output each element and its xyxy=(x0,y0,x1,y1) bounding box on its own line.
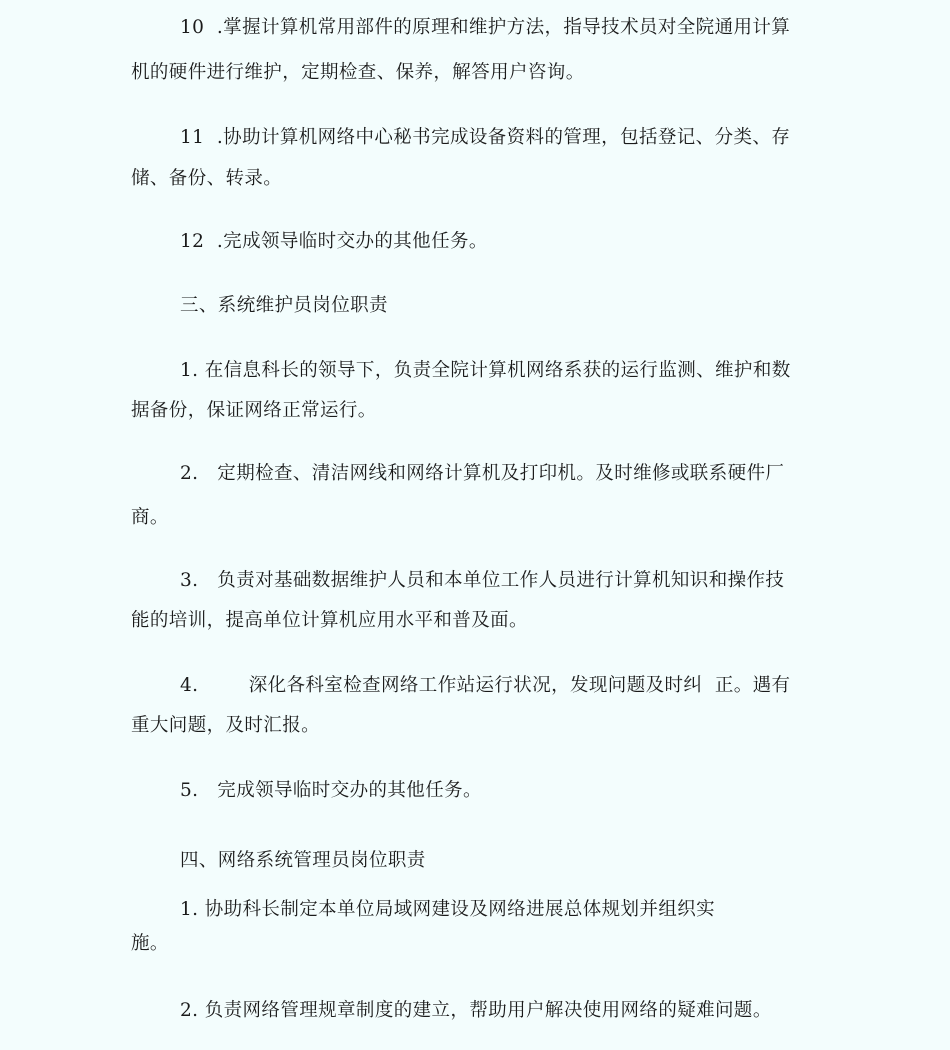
text-line: 12 .完成领导临时交办的其他任务。 xyxy=(180,231,488,252)
text-line: 1. 在信息科长的领导下，负责全院计算机网络系获的运行监测、维护和数 xyxy=(180,360,791,381)
text-line: 11 .协助计算机网络中心秘书完成设备资料的管理，包括登记、分类、存 xyxy=(180,127,791,148)
text-line: 4. 深化各科室检查网络工作站运行状况，发现问题及时纠 正。遇有 xyxy=(180,675,791,696)
text-line: 机的硬件进行维护，定期检查、保养，解答用户咨询。 xyxy=(131,62,585,83)
text-line: 10 .掌握计算机常用部件的原理和维护方法，指导技术员对全院通用计算 xyxy=(180,17,791,38)
section-heading: 三、系统维护员岗位职责 xyxy=(180,295,388,316)
section-heading: 四、网络系统管理员岗位职责 xyxy=(180,850,426,871)
text-line: 2. 定期检查、清洁网线和网络计算机及打印机。及时维修或联系硬件厂 xyxy=(180,463,785,484)
text-line: 储、备份、转录。 xyxy=(131,168,283,189)
text-line: 施。 xyxy=(131,933,169,954)
text-line: 3. 负责对基础数据维护人员和本单位工作人员进行计算机知识和操作技 xyxy=(180,570,785,591)
text-line: 重大问题，及时汇报。 xyxy=(131,715,321,736)
text-line: 据备份，保证网络正常运行。 xyxy=(131,400,377,421)
text-line: 能的培训，提高单位计算机应用水平和普及面。 xyxy=(131,610,528,631)
text-line: 1. 协助科长制定本单位局域网建设及网络进展总体规划并组织实 xyxy=(180,899,716,920)
text-line: 商。 xyxy=(131,507,169,528)
text-line: 2. 负责网络管理规章制度的建立，帮助用户解决使用网络的疑难问题。 xyxy=(180,1000,772,1021)
text-line: 5. 完成领导临时交办的其他任务。 xyxy=(180,780,482,801)
